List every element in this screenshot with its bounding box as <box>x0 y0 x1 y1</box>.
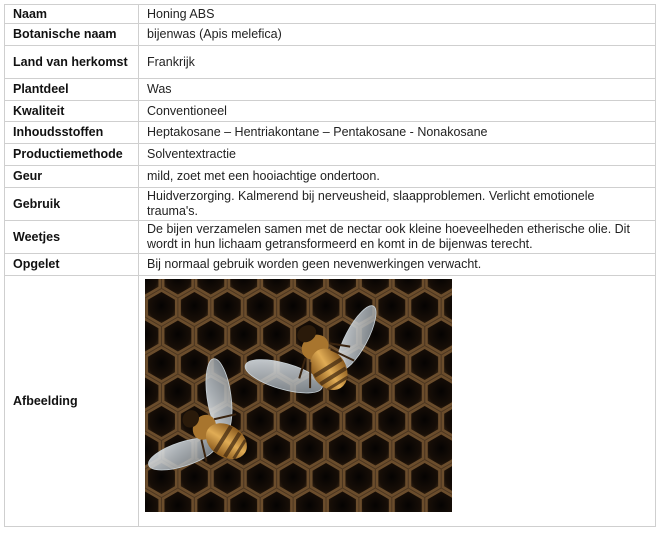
label-opgelet: Opgelet <box>5 254 139 276</box>
row-naam <box>5 5 656 24</box>
comb-cell <box>410 291 439 325</box>
comb-cell <box>163 319 192 353</box>
row-gebruik <box>5 188 656 221</box>
row-opgelet <box>5 254 656 276</box>
comb-cell <box>427 319 453 353</box>
value-gebruik: Huidverzorging. Kalmerend bij nerveusheid, slaapproblemen. Verlicht emotionele trauma's. <box>139 188 656 221</box>
comb-cell <box>278 291 307 325</box>
label-land-van-herkomst: Land van herkomst <box>5 46 139 79</box>
comb-cell <box>377 291 406 325</box>
row-geur <box>5 166 656 188</box>
row-productiemethode <box>5 144 656 166</box>
comb-cell <box>213 291 243 325</box>
comb-cell <box>344 405 373 439</box>
comb-cell <box>394 433 424 467</box>
label-productiemethode: Productiemethode <box>5 144 139 166</box>
comb-cell <box>147 405 177 439</box>
label-kwaliteit: Kwaliteit <box>5 101 139 122</box>
value-productiemethode: Solventextractie <box>139 144 656 166</box>
comb-cell <box>246 462 275 496</box>
comb-cell <box>377 348 406 382</box>
comb-cell <box>311 462 340 496</box>
label-naam: Naam <box>5 5 139 24</box>
label-plantdeel: Plantdeel <box>5 79 139 101</box>
row-inhoudsstoffen <box>5 122 656 144</box>
value-kwaliteit: Conventioneel <box>139 101 656 122</box>
row-weetjes <box>5 221 656 254</box>
comb-cell <box>410 348 439 382</box>
value-botanische-naam: bijenwas (Apis melefica) <box>139 24 656 46</box>
comb-cell <box>311 291 340 325</box>
label-geur: Geur <box>5 166 139 188</box>
value-naam: Honing ABS <box>139 5 656 24</box>
image-cell <box>139 276 656 527</box>
label-inhoudsstoffen: Inhoudsstoffen <box>5 122 139 144</box>
row-kwaliteit <box>5 101 656 122</box>
value-plantdeel: Was <box>139 79 656 101</box>
comb-cell <box>328 433 358 467</box>
comb-cell <box>229 376 258 410</box>
comb-cell <box>246 291 275 325</box>
comb-cell <box>427 376 453 410</box>
comb-cell <box>147 291 177 325</box>
comb-cell <box>147 348 177 382</box>
comb-cell <box>427 433 453 467</box>
comb-cell <box>278 462 307 496</box>
value-geur: mild, zoet met een hooiachtige ondertoon. <box>139 166 656 188</box>
honeycomb-cells <box>145 279 452 512</box>
comb-cell <box>377 405 406 439</box>
comb-cell <box>394 319 424 353</box>
label-gebruik: Gebruik <box>5 188 139 221</box>
value-opgelet: Bij normaal gebruik worden geen nevenwerkingen verwacht. <box>139 254 656 276</box>
row-botanische-naam <box>5 24 656 46</box>
comb-cell <box>262 433 292 467</box>
bee-honeycomb-photo <box>145 279 452 512</box>
comb-cell <box>163 376 192 410</box>
value-weetjes: De bijen verzamelen samen met de nectar ook kleine hoeveelheden etherische olie. Dit wordt in hun lichaam getransformeerd en komt in de bijenwas terecht. <box>139 221 656 254</box>
comb-cell <box>344 462 373 496</box>
comb-cell <box>311 405 340 439</box>
comb-cell <box>377 462 406 496</box>
comb-cell <box>180 348 210 382</box>
comb-cell <box>410 462 439 496</box>
comb-cell <box>361 433 391 467</box>
row-plantdeel <box>5 79 656 101</box>
label-afbeelding: Afbeelding <box>5 276 139 527</box>
comb-cell <box>229 319 258 353</box>
comb-cell <box>295 433 325 467</box>
comb-cell <box>361 376 391 410</box>
row-land-van-herkomst <box>5 46 656 79</box>
value-inhoudsstoffen: Heptakosane – Hentriakontane – Pentakosane - Nonakosane <box>139 122 656 144</box>
comb-cell <box>410 405 439 439</box>
comb-cell <box>394 376 424 410</box>
label-botanische-naam: Botanische naam <box>5 24 139 46</box>
value-land-van-herkomst: Frankrijk <box>139 46 656 79</box>
comb-cell <box>180 291 210 325</box>
label-weetjes: Weetjes <box>5 221 139 254</box>
spec-table <box>4 4 656 527</box>
row-afbeelding <box>5 276 656 527</box>
comb-cell <box>262 319 292 353</box>
comb-cell <box>278 405 307 439</box>
comb-cell <box>246 405 275 439</box>
comb-cell <box>196 319 225 353</box>
comb-cell <box>213 462 243 496</box>
